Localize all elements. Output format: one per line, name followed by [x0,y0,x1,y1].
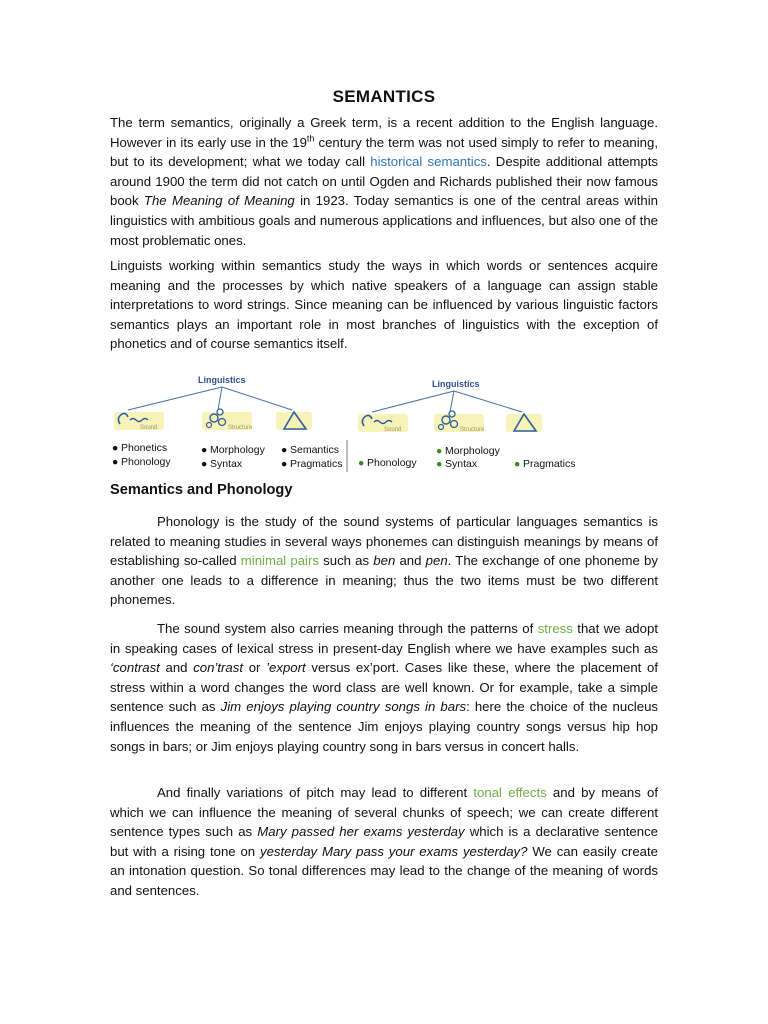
example-sentence: yesterday Mary pass your exams yesterday? [259,843,528,859]
bullet-icon: ● [112,456,119,468]
example-word: ‘contrast [110,660,160,676]
text-run: Phonology is the study of the sound systems of particular languages semantics is related to meaning studies in several ways phonemes can distinguish meanings by means of establishing so-called [110,514,658,569]
left-branch-line [218,387,222,410]
right-label-phonology: Phonology [367,457,417,469]
text-run: such as [318,553,374,569]
intro-paragraph-2: Linguists working within semantics study the ways in which words or sentences acquire meaning and the processes by which native speakers of a language can assign stable interpretations to word strings. Since meaning can be influenced by various linguistic factors semantics plays an important role in most branches of linguistics with the exception of phonetics and of course semantics itself. [110,258,658,352]
text-run: and [159,660,194,676]
bullet-icon: ● [281,444,288,456]
text-run: : here the choice of the nucleus influences the meaning of the sentence Jim enjoys playing country songs versus hip hop songs in bars; or Jim enjoys playing country song in bars versus in concert halls. [110,699,658,754]
text-run: We can easily create an intonation question. So tonal differences may lead to the change of the meaning of words and sentences. [110,843,658,898]
text-run: . The exchange of one phoneme by another one leads to a difference in meaning; thus the two items must be two different phonemes. [110,553,658,608]
bullet-icon: ● [514,458,521,470]
phonology-paragraph-3 [110,783,658,901]
left-label-pragmatics: Pragmatics [290,458,343,470]
right-branch-line [450,391,454,412]
historical-semantics-link[interactable]: historical semantics [370,154,487,170]
left-label-phonetics: Phonetics [121,442,168,454]
bullet-icon: ● [281,458,288,470]
left-label-morphology: Morphology [210,444,265,456]
book-title: The Meaning of Meaning [143,193,295,209]
tonal-effects-link[interactable]: tonal effects [473,785,547,800]
bullet-icon: ● [436,445,443,457]
left-root-label: Linguistics [198,375,246,385]
text-run: The sound system also carries meaning through the patterns of [157,621,538,636]
stress-link[interactable]: stress [537,621,573,636]
text-run: century the term was not used simply to refer to meaning, but to its development; what we today call [110,134,658,170]
example-sentence: Jim enjoys playing country songs in bars [220,699,467,715]
page-title: SEMANTICS [332,87,436,106]
left-label-phonology: Phonology [121,456,171,468]
linguistics-diagram [110,372,590,476]
left-branch-line [128,387,222,410]
bullet-icon: ● [112,442,119,454]
bullet-icon: ● [201,458,208,470]
linguistics-diagram-svg [110,372,590,476]
text-run: and [395,553,426,569]
text-run: or [243,660,267,676]
right-branch-line [372,391,454,412]
intro-paragraph-1 [110,113,658,250]
bullet-icon: ● [436,458,443,470]
text-run: and by means of which we can influence the meaning of several chunks of speech; we can create different sentence types such as [110,785,658,840]
structure-caption: Structure [228,425,253,431]
example-word: ’export [266,660,306,676]
right-label-morphology: Morphology [445,445,500,457]
text-run: which is a declarative sentence but with a rising tone on [110,824,659,859]
text-run: in 1923. Today semantics is one of the central areas within linguistics with ambitious goals and numerous applications and influences, but also one of the most problematic ones. [110,193,659,248]
bullet-icon: ● [358,457,365,469]
text-run: versus ex’port. Cases like these, where the placement of stress within a word changes the word class are well known. Or for example, take a simple sentence such as [110,660,658,715]
right-branch-line [454,391,522,412]
right-root-label: Linguistics [432,379,480,389]
phonology-paragraph-2 [110,619,658,756]
superscript: th [306,133,315,144]
right-label-pragmatics: Pragmatics [523,458,576,470]
right-label-syntax: Syntax [445,458,478,470]
text-run: that we adopt in speaking cases of lexical stress in present-day English where we have examples such as [110,621,658,656]
text-run: And finally variations of pitch may lead to different [157,785,474,800]
example-sentence: Mary passed her exams yesterday [257,824,465,840]
section-heading: Semantics and Phonology [110,482,293,498]
example-word: pen [425,553,448,569]
example-word: con’trast [193,660,244,676]
structure-caption: Structure [460,427,485,433]
highlight-box [276,412,312,430]
text-run: . Despite additional attempts around 1900 the term did not catch on until Ogden and Richards published their now famous book [110,154,658,209]
highlight-box [506,414,542,432]
minimal-pairs-link[interactable]: minimal pairs [240,553,319,569]
left-branch-line [222,387,292,410]
left-label-syntax: Syntax [210,458,243,470]
phonology-paragraph-1 [110,512,658,610]
sound-caption: Sound [140,425,158,431]
bullet-icon: ● [201,444,208,456]
left-label-semantics: Semantics [290,444,340,456]
sound-caption: Sound [384,427,402,433]
text-run: The term semantics, originally a Greek term, is a recent addition to the English language. However in its early use in the 19 [110,115,658,150]
example-word: ben [373,553,396,569]
